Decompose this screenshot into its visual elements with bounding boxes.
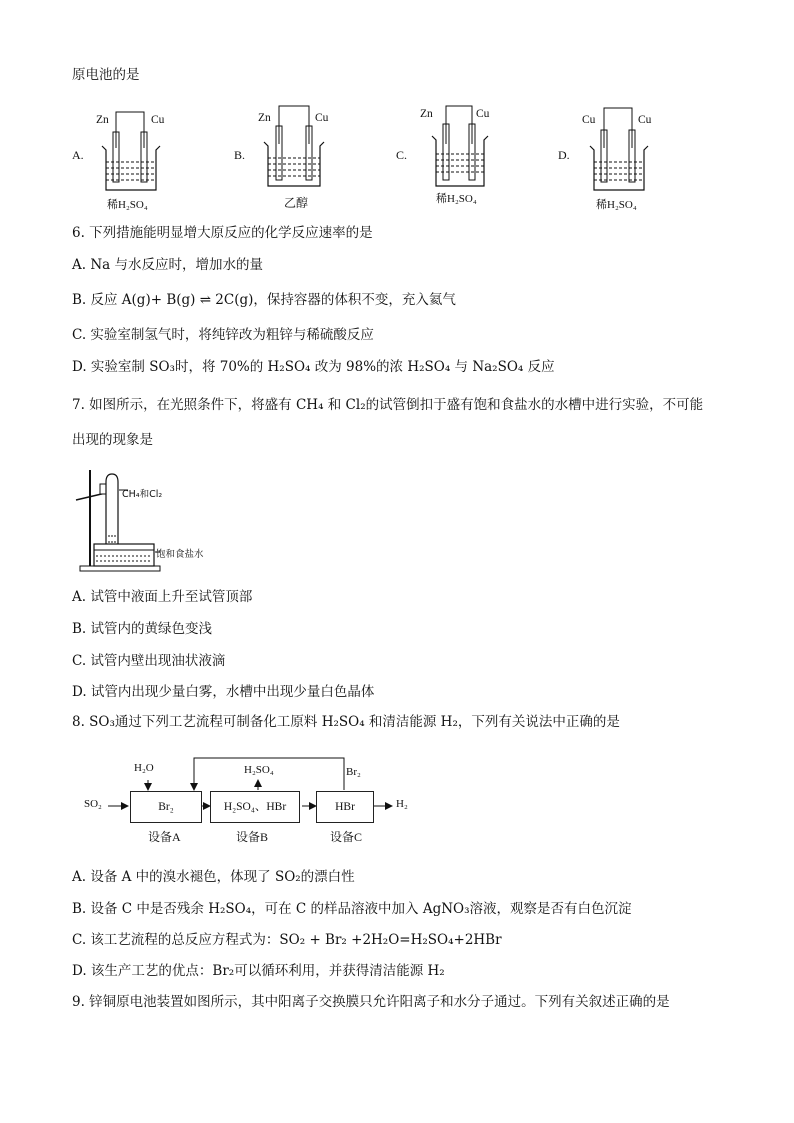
right-electrode-label: Cu (638, 114, 652, 126)
q7-option-a: A. 试管中液面上升至试管顶部 (72, 589, 253, 605)
q8-option-c: C. 该工艺流程的总反应方程式为：SO₂ + Br₂ +2H₂O=H₂SO₄+2HBr (72, 932, 502, 948)
option-label: C. (396, 148, 408, 162)
q7-option-c: C. 试管内壁出现油状液滴 (72, 653, 226, 669)
device-a-box: Br₂ (130, 791, 202, 823)
q8-option-b: B. 设备 C 中是否残余 H₂SO₄，可在 C 的样品溶液中加入 AgNO₃溶液，观察是否有白色沉淀 (72, 901, 632, 917)
q6-option-c: C. 实验室制氢气时，将纯锌改为粗锌与稀硫酸反应 (72, 327, 374, 343)
solution-label: 稀H₂SO₄ (107, 199, 148, 211)
q6-option-a: A. Na 与水反应时，增加水的量 (72, 257, 263, 273)
left-electrode-label: Zn (420, 108, 433, 120)
right-electrode-label: Cu (476, 108, 490, 120)
flow-recycle-label: Br₂ (346, 766, 361, 778)
q7-option-d: D. 试管内出现少量白雾，水槽中出现少量白色晶体 (72, 684, 375, 700)
left-electrode-label: Zn (96, 114, 109, 126)
right-electrode-label: Cu (315, 112, 329, 124)
intro-text: 原电池的是 (72, 67, 140, 83)
right-electrode-label: Cu (151, 114, 165, 126)
galvanic-cell-d-icon (588, 104, 650, 196)
q7-stem-line1: 7. 如图所示，在光照条件下，将盛有 CH₄ 和 Cl₂的试管倒扣于盛有饱和食盐水的水槽中进行实验，不可能 (72, 397, 704, 413)
device-b-caption: 设备B (236, 830, 269, 844)
device-c-box: HBr (316, 791, 374, 823)
option-label: B. (234, 148, 246, 162)
fig-gas-label: CH₄和Cl₂ (122, 489, 163, 500)
flow-input-label: SO₂ (84, 798, 102, 810)
solution-label: 稀H₂SO₄ (436, 193, 477, 205)
ring-stand-test-tube-icon (72, 466, 162, 578)
q7-stem-line2: 出现的现象是 (72, 432, 153, 448)
left-electrode-label: Cu (582, 114, 596, 126)
option-label: D. (558, 148, 570, 162)
galvanic-cell-a-icon (100, 104, 165, 196)
option-label: A. (72, 148, 84, 162)
q6-option-b: B. 反应 A(g)+ B(g) ⇌ 2C(g)，保持容器的体积不变，充入氦气 (72, 292, 456, 308)
solution-label: 稀H₂SO₄ (596, 199, 637, 211)
fig-water-label: 饱和食盐水 (156, 549, 204, 560)
galvanic-cell-c-icon (430, 100, 492, 192)
device-c-caption: 设备C (330, 830, 363, 844)
flow-water-label: H₂O (134, 762, 154, 774)
q8-option-a: A. 设备 A 中的溴水褪色，体现了 SO₂的漂白性 (72, 869, 355, 885)
flow-output-top-label: H₂SO₄ (244, 764, 274, 776)
flow-output-label: H₂ (396, 798, 408, 810)
q9-stem: 9. 锌铜原电池装置如图所示，其中阳离子交换膜只允许阳离子和水分子通过。下列有关叙述正确的是 (72, 994, 670, 1010)
left-electrode-label: Zn (258, 112, 271, 124)
q6-stem: 6. 下列措施能明显增大原反应的化学反应速率的是 (72, 225, 373, 241)
q6-option-d: D. 实验室制 SO₃时，将 70%的 H₂SO₄ 改为 98%的浓 H₂SO₄ 与 Na₂SO₄ 反应 (72, 359, 555, 375)
device-a-caption: 设备A (148, 830, 181, 844)
device-b-box: H₂SO₄、HBr (210, 791, 300, 823)
galvanic-cell-b-icon (262, 100, 329, 192)
q8-stem: 8. SO₃通过下列工艺流程可制备化工原料 H₂SO₄ 和清洁能源 H₂，下列有关说法中正确的是 (72, 714, 620, 730)
solution-label: 乙醇 (284, 196, 309, 210)
q7-option-b: B. 试管内的黄绿色变浅 (72, 621, 213, 637)
q8-option-d: D. 该生产工艺的优点：Br₂可以循环利用，并获得清洁能源 H₂ (72, 963, 445, 979)
